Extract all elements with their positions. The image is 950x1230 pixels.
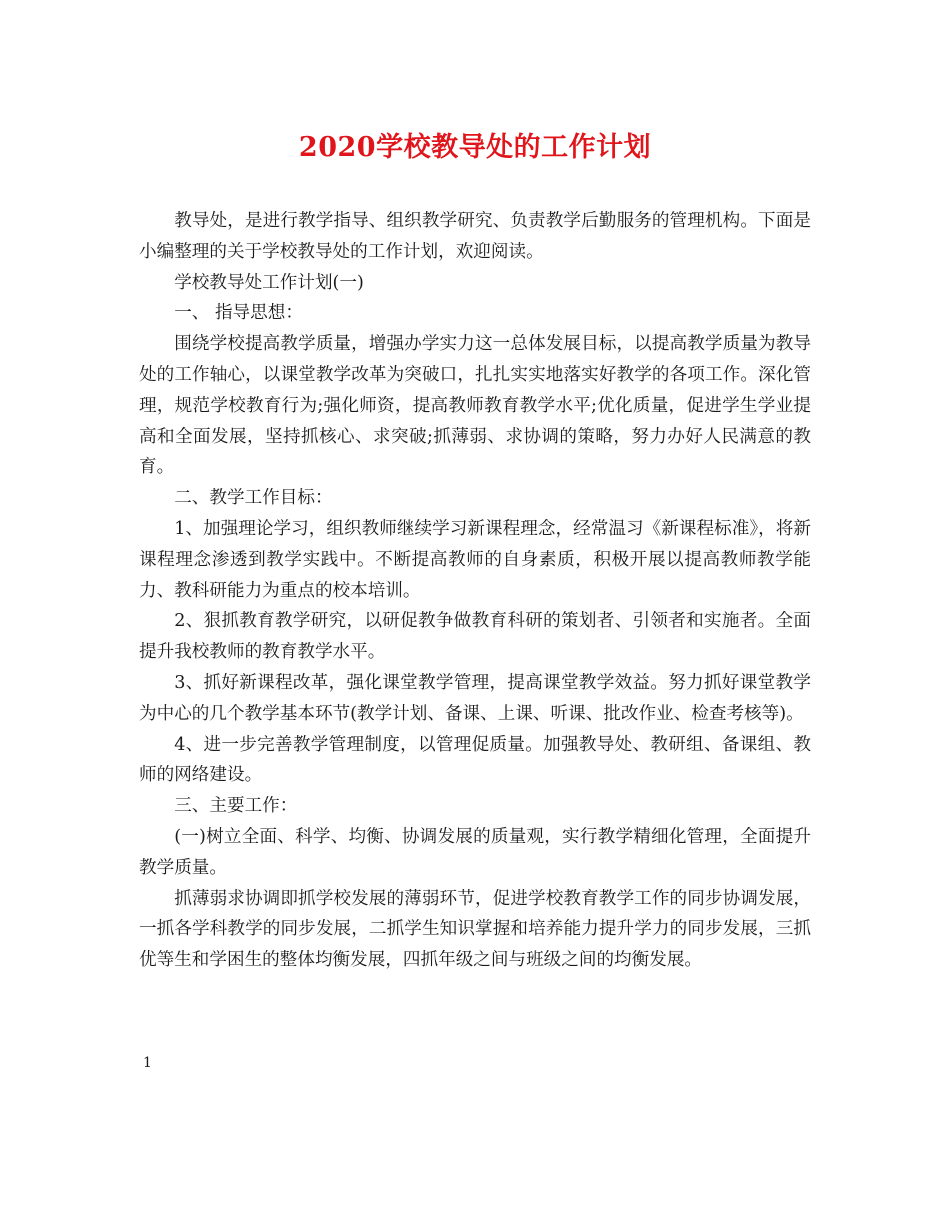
paragraph-guiding-thought: 围绕学校提高教学质量，增强办学实力这一总体发展目标，以提高教学质量为教导处的工作轴心，以课堂教学改革为突破口，扎扎实实地落实好教学的各项工作。深化管理，规范学校教育行为;强化师资，提高教师教育教学水平;优化质量，促进学生学业提高和全面发展，坚持抓核心、求突破;抓薄弱、求协调的策略，努力办好人民满意的教育。 <box>139 334 811 478</box>
paragraph-weak-links: 抓薄弱求协调即抓学校发展的薄弱环节，促进学校教育教学工作的同步协调发展，一抓各学科教学的同步发展，二抓学生知识掌握和培养能力提升学力的同步发展，三抓优等生和学困生的整体均衡发展，四抓年级之间与班级之间的均衡发展。 <box>139 888 811 971</box>
paragraph-plan-heading: 学校教导处工作计划(一) <box>174 272 364 293</box>
paragraph-section-2-heading: 二、教学工作目标： <box>174 488 333 509</box>
paragraph-goal-3: 3、抓好新课程改革，强化课堂教学管理，提高课堂教学效益。努力抓好课堂教学为中心的几个教学基本环节(教学计划、备课、上课、听课、批改作业、检查考核等)。 <box>139 672 811 724</box>
paragraph-section-1-heading: 一、 指导思想： <box>174 303 303 324</box>
paragraph-intro: 教导处，是进行教学指导、组织教学研究、负责教学后勤服务的管理机构。下面是小编整理的关于学校教导处的工作计划，欢迎阅读。 <box>139 211 811 262</box>
paragraph-goal-1: 1、加强理论学习，组织教师继续学习新课程理念，经常温习《新课程标准》，将新课程理念渗透到教学实践中。不断提高教师的自身素质，积极开展以提高教师教学能力、教科研能力为重点的校本培训。 <box>139 518 811 601</box>
paragraph-goal-4: 4、进一步完善教学管理制度，以管理促质量。加强教导处、教研组、备课组、教师的网络建设。 <box>139 734 811 786</box>
paragraph-work-1: (一)树立全面、科学、均衡、协调发展的质量观，实行教学精细化管理，全面提升教学质量。 <box>139 826 811 878</box>
paragraph-section-3-heading: 三、主要工作： <box>174 796 298 817</box>
document-body <box>139 206 811 976</box>
document-title: 2020学校教导处的工作计划 <box>298 132 652 163</box>
page-number: 1 <box>143 1055 152 1071</box>
paragraph-goal-2: 2、狠抓教育教学研究，以研促教争做教育科研的策划者、引领者和实施者。全面提升我校教师的教育教学水平。 <box>139 611 811 663</box>
